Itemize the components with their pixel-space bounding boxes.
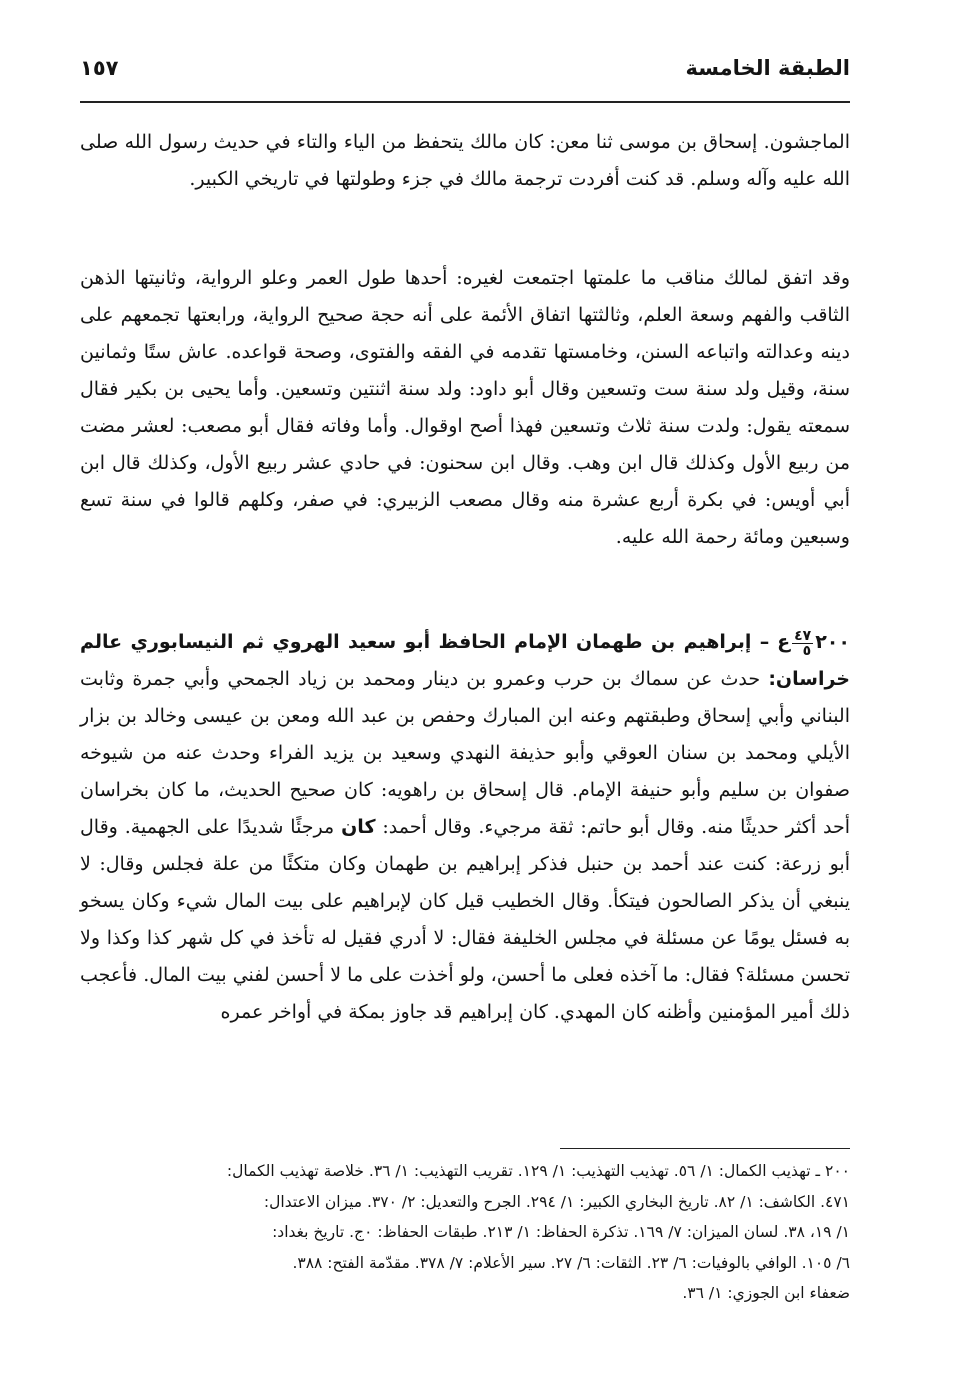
entry-heading: – إبراهيم بن طهمان الإمام الحافظ أبو سعيد الهروي ثم النيسابوري عالم خراسان: <box>80 631 850 690</box>
footnote-line: ضعفاء ابن الجوزي: ١/ ٣٦. <box>682 1284 850 1302</box>
entry-text-part-2: مرجئًا شديدًا على الجهمية. وقال أبو زرعة: كنت عند أحمد بن حنبل فذكر إبراهيم بن طهمان وكان متكئًا من علة فجلس وقال: لا ينبغي أن يذكر الصالحون فيتكأ. وقال الخطيب قيل كان لإبراهيم على بيت المال شيء وكان يسخو به فسئل يومًا عن مسئلة في مجلس الخليفة فقال: لا أدري فقيل له تأخذ في كل شهر كذا وكذا ولا تحسن مسئلة؟ فقال: ما آخذه فعلى ما أحسن، ولو أخذت على ما لا أحسن لفني بيت المال. فأعجب ذلك أمير المؤمنين وأظنه كان المهدي. كان إبراهيم قد جاوز بمكة في أواخر عمره <box>80 816 850 1023</box>
paragraph-2: وقد اتفق لمالك مناقب ما علمتها اجتمعت لغيره: أحدها طول العمر وعلو الرواية، وثانيتها الذهن الثاقب والفهم وسعة العلم، وثالثتها اتفاق الأئمة على أنه حجة صحيح الرواية، ورابعتها تجمعهم على دينه وعدالته واتباعه السنن، وخامستها تقدمه في الفقه والفتوى، وصحة قواعده. عاش ستًا وثمانين سنة، وقيل ولد سنة ست وتسعين وقال أبو داود: ولد سنة اثنتين وتسعين. وأما يحيى بن بكير فقال سمعته يقول: ولدت سنة ثلاث وتسعين فهذا أصح اوقوال. وأما وفاته فقال أبو مصعب: لعشر مضت من ربيع الأول وكذلك قال ابن وهب. وقال ابن سحنون: في حادي عشر ربيع الأول، وكذلك قال ابن أبي أويس: في بكرة أربع عشرة منه وقال مصعب الزبيري: في صفر، وكلهم قالوا في سنة تسع وسبعين ومائة رحمة الله عليه. <box>80 267 850 548</box>
header-rule <box>80 101 850 103</box>
footnote-rule <box>560 1148 850 1149</box>
footnote-line: ٦/ ١٠٥. الوافي بالوفيات: ٦/ ٢٣. الثقات: ٦/ ٢٧. سير الأعلام: ٧/ ٣٧٨. مقدّمة الفتح: ٣٨٨. <box>292 1253 850 1272</box>
footnote-line: ١/ ١٩، ٣٨. لسان الميزان: ٧/ ١٦٩. تذكرة الحفاظ: ١/ ٢١٣. طبقات الحفاظ: ٠ج. تاريخ بغداد: <box>272 1223 850 1241</box>
entry-text-part-1: حدث عن سماك بن حرب وعمرو بن دينار ومحمد بن زياد الجمحي وأبي جمرة وثابت البناني وأبي إسحاق وطبقتهم وعنه ابن المبارك وحفص بن عبد الله ومعن بن عيسى وخالد بن بزار الأيلي ومحمد بن سنان العوقي وأبو حذيفة النهدي وسعيد بن يزيد الفراء وحدث عنه من شيوخه صفوان بن سليم وأبو حنيفة الإمام. قال إسحاق بن راهويه: كان صحيح الحديث، ما كان بخراسان أحد أكثر حديثًا منه. وقال أبو حاتم: ثقة مرجيء. وقال أحمد: <box>80 668 850 838</box>
fraction-bottom: ٥ <box>802 642 812 659</box>
entry-bold-word: كان <box>341 816 376 838</box>
entry-symbol: ع <box>777 631 791 653</box>
biography-entry <box>80 624 850 1031</box>
page-header <box>80 52 850 92</box>
footnote-line: ٢٠٠ ـ تهذيب الكمال: ١/ ٥٦. تهذيب التهذيب: ١/ ١٢٩. تقريب التهذيب: ١/ ٣٦. خلاصة تهذيب الكمال: <box>226 1162 850 1180</box>
running-title: الطبقة الخامسة <box>685 56 850 80</box>
fraction-top: ٤٧ <box>794 627 812 644</box>
footnote-line: ٤٧١. الكاشف: ١/ ٨٢. تاريخ البخاري الكبير: ١/ ٢٩٤. الجرح والتعديل: ٢/ ٣٧٠. ميزان الاعتدال: <box>263 1192 850 1211</box>
footnotes <box>80 1156 850 1309</box>
paragraph-1: الماجشون. إسحاق بن موسى ثنا معن: كان مالك يتحفظ من الياء والتاء في حديث رسول الله صلى الله عليه وآله وسلم. قد كنت أفردت ترجمة مالك في جزء وطولتها في تاريخي الكبير. <box>80 131 850 190</box>
page-number: ١٥٧ <box>80 56 119 80</box>
entry-number: ٢٠٠ <box>815 631 850 653</box>
entry-fraction <box>792 629 813 658</box>
